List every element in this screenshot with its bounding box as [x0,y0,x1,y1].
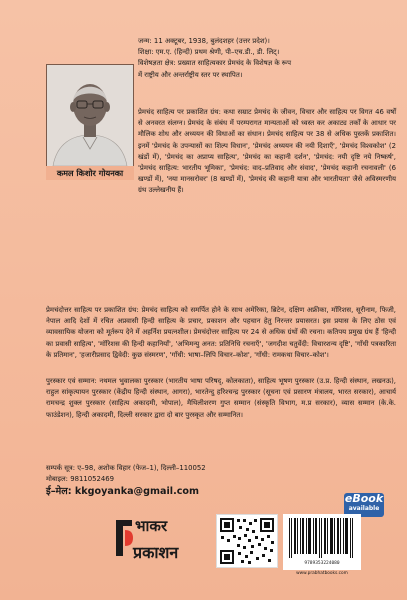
isbn-barcode [283,514,361,570]
publisher-logo [113,514,203,568]
bio-line-education: शिक्षा: एम.ए. (हिन्दी) प्रथम श्रेणी, पी–एच.डी., डी. लिट्। [138,48,280,57]
contact-email[interactable]: ई–मेल: kkgoyanka@gmail.com [46,486,199,498]
publisher-name-bottom: प्रकाशन [133,543,179,562]
publisher-url[interactable]: www.prabhatbooks.com [296,571,348,576]
isbn-number: 9789353224080 [304,561,340,566]
bio-line-expertise-cont: में राष्ट्रीय और अन्तर्राष्ट्रीय स्तर पर स्थापित। [138,70,243,79]
author-photo [46,64,134,167]
ebook-available-label: available [348,505,380,512]
bio-line-expertise: विशेषज्ञता क्षेत्र: प्रख्यात साहित्यकार प्रेमचंद के विशेषज्ञ के रूप [138,59,292,68]
author-bio [138,36,396,81]
awards-paragraph: पुरस्कार एवं सम्मान: नथमल भुवालका पुरस्कार (भारतीय भाषा परिषद्, कोलकाता), साहित्य भूषण पुरस्कार (उ.प्र. हिन्दी संस्थान, लखनऊ), राहुल सांकृत्यायन पुरस्कार (केंद्रीय हिन्दी संस्थान, आगरा), भारतेन्दु हरिश्चन्द्र पुरस्कार (सूचना एवं प्रसारण मंत्रालय, भारत सरकार), आचार्य रामचन्द्र शुक्ल पुरस्कार (साहित्य अकादमी, भोपाल), मैथिलीशरण गुप्त सम्मान (संस्कृति विभाग, म.प्र सरकार), व्यास सम्मान (के.के. फाउंडेशन), हिन्दी अकादमी, दिल्ली सरकार द्वारा दो बार पुरस्कृत और सम्मानित। [46,377,396,419]
contact-mobile: मोबाइल: 9811052469 [46,475,115,484]
bio-line-birth: जन्म: 11 अक्टूबर, 1938, बुलंदशहर (उत्तर प्रदेश)। [138,37,270,45]
publisher-name-top: भाकर [135,517,168,535]
barcode-icon [283,514,361,560]
contact-address: सम्पर्क सूत्र: ए–98, अशोक विहार (फेज–1), दिल्ली–110052 [46,464,206,472]
publisher-mark-icon [113,516,135,560]
post-premchand-works-paragraph: प्रेमचंदोत्तर साहित्य पर प्रकाशित ग्रंथ: प्रेमचंद साहित्य को समर्पित होने के साथ अमेरिका, ब्रिटेन, दक्षिण अफ्रीका, मॉरिशस, सूरीनाम, फिजी, नेपाल आदि देशों में रचित अप्रवासी हिन्दी साहित्य के प्रचार, प्रकाशन और पहचान हेतु निरन्तर प्रयासरत। इस प्रयास के लिए ठोस एवं व्यावसायिक योजना को मूर्तरूप देने में अहर्निश प्रयत्नशील। प्रेमचंदोत्तर साहित्य पर 24 से अधिक ग्रंथों की रचना। कतिपय प्रमुख ग्रंथ हैं 'हिन्दी का प्रवासी साहित्य', 'मॉरिशस की हिन्दी कहानियाँ', 'अभिमन्यु अनत: प्रतिनिधि रचनाएँ', 'जगदीश चतुर्वेदी: विचारशन्य दृष्टि', 'गाँधी पत्रकारिता के प्रतिमान', 'हजारीप्रसाद द्विवेदी: कुछ संस्मरण', 'गाँधी: भाषा–लिपि विचार–कोश', 'गाँधी: रामकथा विचार–कोश'। [46,306,396,359]
premchand-works-paragraph: प्रेमचंद साहित्य पर प्रकाशित ग्रंथ: कथा सम्राट प्रेमचंद के जीवन, विचार और साहित्य पर विगत 46 वर्षों से अनवरत संलग्न। प्रेमचंद के संबंध में परम्परागत मान्यताओं को ध्वस्त कर अकाट्य तर्कों के आधार पर मौलिक शोध और अध्ययन की विधाओं का संधान। प्रेमचंद साहित्य पर 38 से अधिक पुस्तकें प्रकाशित। इनमें 'प्रेमचंद के उपन्यासों का शिल्प विधान', 'प्रेमचंद अध्ययन की नयी दिशाएँ', 'प्रेमचंद विश्वकोश' (2 खंडों में), 'प्रेमचंद का अप्राप्य साहित्य', 'प्रेमचंद का कहानी दर्शन', 'प्रेमचंद: नयी दृष्टि नये निष्कर्ष', 'प्रेमचंद साहित्य: भारतीय भूमिका', 'प्रेमचंद: वाद–प्रतिवाद और संवाद', 'प्रेमचंद कहानी रचनावली' (6 खण्डों में), 'नया मानसरोवर' (8 खण्डों में), 'प्रेमचंद की कहानी यात्रा और भारतीयता' जैसे अविस्मरणीय ग्रंथ उल्लेखनीय हैं। [138,108,396,195]
author-name-caption: कमल किशोर गोयनका [46,166,134,180]
qr-code-icon [216,514,278,568]
ebook-label: eBook [344,492,384,505]
